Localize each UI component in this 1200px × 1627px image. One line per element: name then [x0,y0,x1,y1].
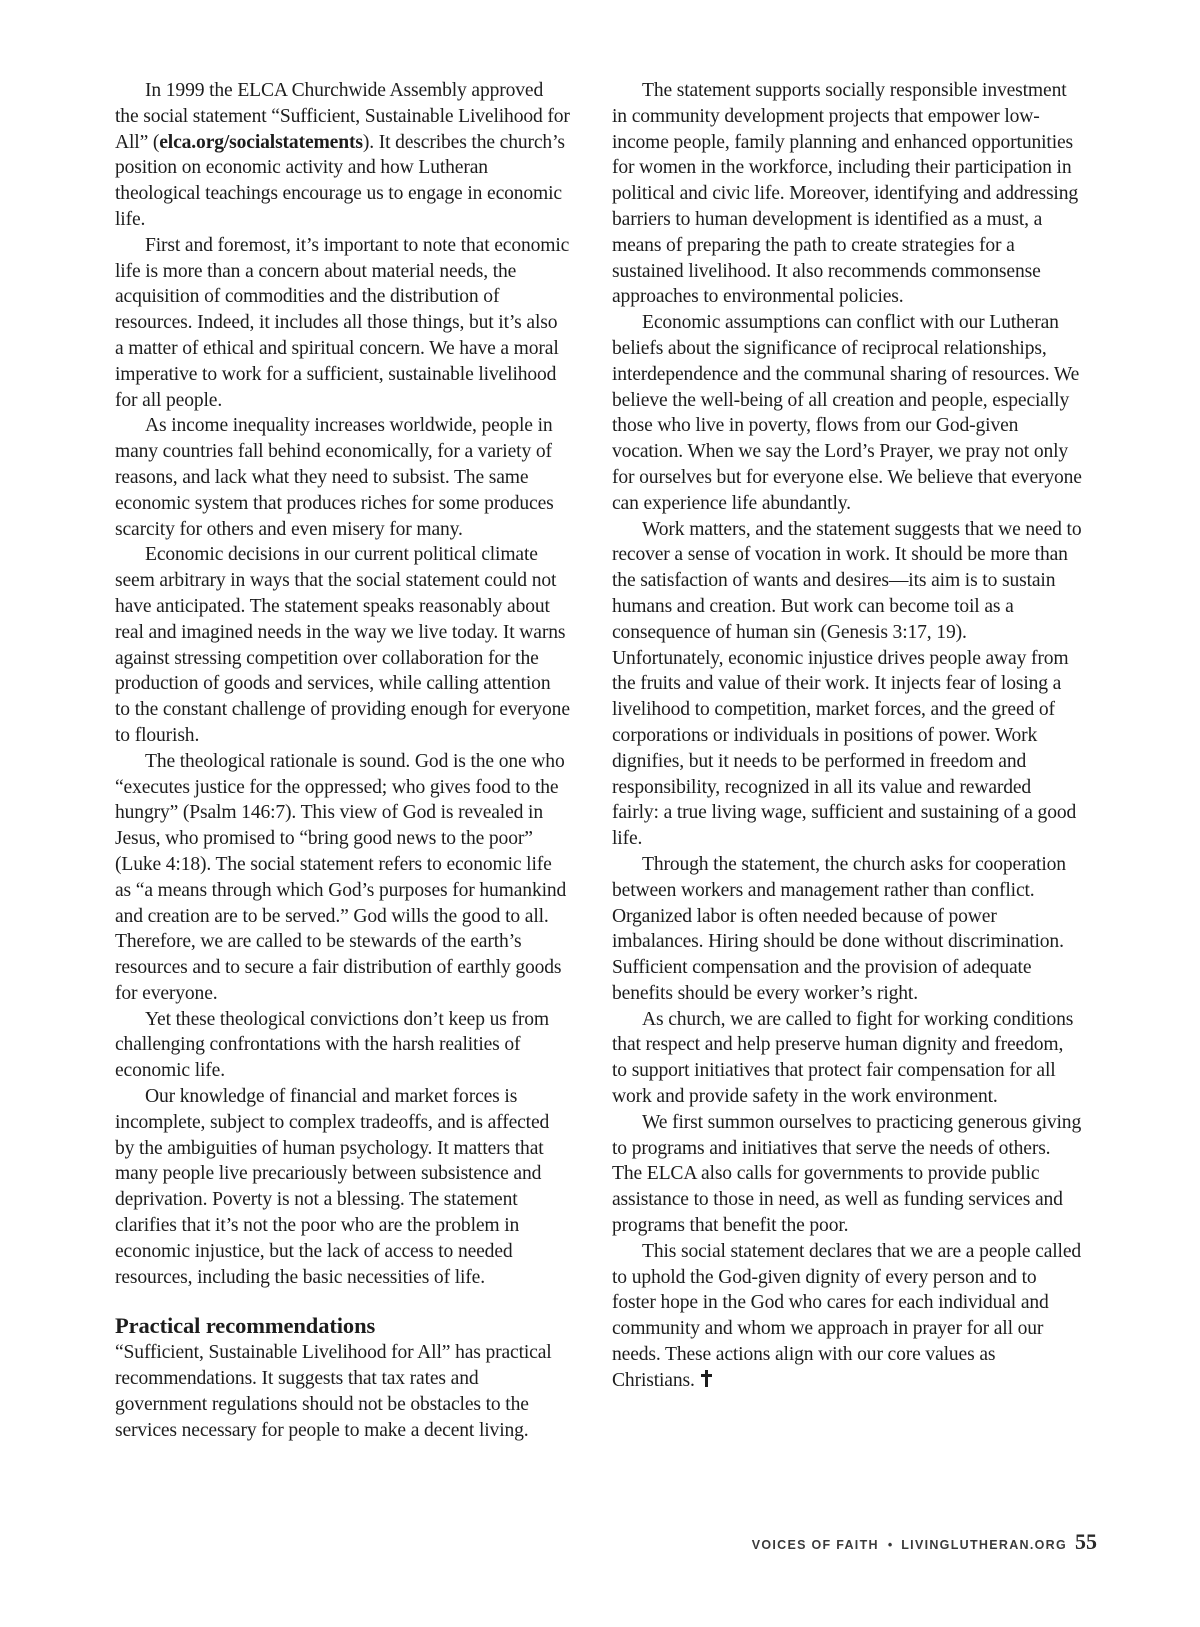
paragraph: Yet these theological convictions don’t keep us from challenging confrontations with the harsh realities of economic life. [115,1008,549,1082]
left-column [115,78,570,1444]
paragraph: Our knowledge of financial and market forces is incomplete, subject to complex tradeoffs, and is affected by the ambiguities of human psychology. It matters that many people live precariously between subsistence and deprivation. Poverty is not a blessing. The statement clarifies that it’s not the poor who are the problem in economic injustice, but the lack of access to needed resources, including the basic necessities of life. [115,1086,550,1288]
paragraph-text: This social statement declares that we are a people called to uphold the God-given dignity of every person and to foster hope in the God who cares for each individual and community and whom we approach in prayer for all our needs. These actions align with our core values as Christians. [612,1240,1082,1391]
paragraph: We first summon ourselves to practicing generous giving to programs and initiatives that serve the needs of others. The ELCA also calls for governments to provide public assistance to those in need, as well as funding services and programs that benefit the poor. [612,1111,1082,1237]
page-number: 55 [1075,1529,1097,1554]
right-column [612,78,1082,1394]
footer-section-name: VOICES OF FAITH [751,1538,879,1552]
paragraph: The theological rationale is sound. God is the one who “executes justice for the oppressed; who gives food to the hungry” (Psalm 146:7). This view of God is revealed in Jesus, who promised to “bring good news to the poor” (Luke 4:18). The social statement refers to economic life as “a means through which God’s purposes for humankind and creation are to be served.” God wills the good to all. Therefore, we are called to be stewards of the earth’s resources and to secure a fair distribution of earthly goods for everyone. [115,750,567,1004]
cross-icon [701,1370,712,1387]
paragraph: “Sufficient, Sustainable Livelihood for All” has practical recommendations. It suggests that tax rates and government regulations should not be obstacles to the services necessary for people to make a decent living. [115,1342,552,1441]
page-footer [752,1529,1097,1555]
paragraph-text: In 1999 the ELCA Churchwide Assembly approved the social statement “Sufficient, Sustainable Livelihood for All” ( [115,80,570,153]
footer-site-link[interactable]: LIVINGLUTHERAN.ORG [901,1538,1067,1552]
paragraph: First and foremost, it’s important to note that economic life is more than a concern about material needs, the acquisition of commodities and the distribution of resources. Indeed, it includes all those things, but it’s also a matter of ethical and spiritual concern. We have a moral imperative to work for a sufficient, sustainable livelihood for all people. [115,234,570,411]
paragraph: As church, we are called to fight for working conditions that respect and help preserve human dignity and freedom, to support initiatives that protect fair compensation for all work and provide safety in the work environment. [612,1008,1074,1108]
section-heading: Practical recommendations [115,1313,376,1339]
footer-separator: • [887,1538,893,1552]
paragraph: Work matters, and the statement suggests that we need to recover a sense of vocation in work. It should be more than the satisfaction of wants and desires—its aim is to sustain humans and creation. But work can become toil as a consequence of human sin (Genesis 3:17, 19). Unfortunately, economic injustice drives people away from the fruits and value of their work. It injects fear of losing a livelihood to competition, market forces, and the greed of corporations or individuals in positions of power. Work dignifies, but it needs to be performed in freedom and responsibility, recognized in all its value and rewarded fairly: a true living wage, sufficient and sustaining of a good life. [612,518,1082,850]
paragraph: Economic decisions in our current political climate seem arbitrary in ways that the social statement could not have anticipated. The statement speaks reasonably about real and imagined needs in the way we live today. It warns against stressing competition over collaboration for the production of goods and services, while calling attention to the constant challenge of providing enough for everyone to flourish. [115,544,570,746]
paragraph: Economic assumptions can conflict with our Lutheran beliefs about the significance of reciprocal relationships, interdependence and the communal sharing of resources. We believe the well-being of all creation and people, especially those who live in poverty, flows from our God-given vocation. When we say the Lord’s Prayer, we pray not only for ourselves but for everyone else. We believe that everyone can experience life abundantly. [612,312,1082,514]
paragraph: The statement supports socially responsible investment in community development projects that empower low-income people, family planning and enhanced opportunities for women in the workforce, including their participation in political and civic life. Moreover, identifying and addressing barriers to human development is identified as a must, a means of preparing the path to create strategies for a sustained livelihood. It also recommends commonsense approaches to environmental policies. [612,80,1079,308]
paragraph [612,1239,1082,1394]
paragraph [115,78,570,233]
paragraph: As income inequality increases worldwide, people in many countries fall behind economically, for a variety of reasons, and lack what they need to subsist. The same economic system that produces riches for some produces scarcity for others and even misery for many. [115,415,554,540]
paragraph: Through the statement, the church asks for cooperation between workers and management rather than conflict. Organized labor is often needed because of power imbalances. Hiring should be done without discrimination. Sufficient compensation and the provision of adequate benefits should be every worker’s right. [612,853,1066,1004]
paragraph-text: ). It describes the church’s position on economic activity and how Lutheran theological teachings encourage us to engage in economic life. [115,131,565,230]
elca-link[interactable]: elca.org/socialstatements [159,131,363,153]
